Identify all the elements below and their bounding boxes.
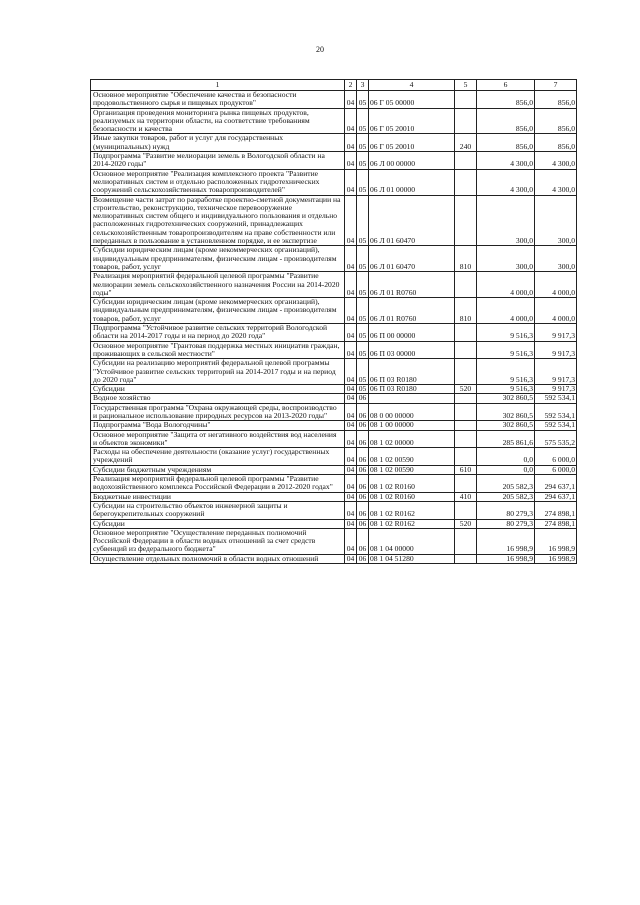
row-subsection-code: 05 bbox=[357, 108, 369, 134]
row-amount-first: 9 516,3 bbox=[477, 385, 535, 394]
table-row bbox=[91, 108, 577, 134]
row-amount-second: 856,0 bbox=[535, 134, 577, 152]
row-amount-first: 0,0 bbox=[477, 465, 535, 474]
row-subsection-code: 05 bbox=[357, 195, 369, 246]
row-amount-first: 16 998,9 bbox=[477, 528, 535, 554]
row-amount-first: 4 300,0 bbox=[477, 152, 535, 170]
row-amount-first: 9 516,3 bbox=[477, 324, 535, 342]
row-section-code: 04 bbox=[345, 324, 357, 342]
row-expense-type-code bbox=[455, 403, 477, 421]
row-amount-first: 285 861,6 bbox=[477, 430, 535, 448]
row-section-code: 04 bbox=[345, 108, 357, 134]
row-amount-second: 4 000,0 bbox=[535, 272, 577, 298]
row-subsection-code: 06 bbox=[357, 519, 369, 528]
row-amount-second: 575 535,2 bbox=[535, 430, 577, 448]
table-row bbox=[91, 152, 577, 170]
row-amount-second: 4 300,0 bbox=[535, 152, 577, 170]
row-subsection-code: 06 bbox=[357, 394, 369, 403]
row-name: Водное хозяйство bbox=[91, 394, 345, 403]
row-name: Субсидии бюджетным учреждениям bbox=[91, 465, 345, 474]
row-amount-second: 9 917,3 bbox=[535, 359, 577, 385]
row-amount-second: 856,0 bbox=[535, 91, 577, 109]
row-name: Субсидии на строительство объектов инженерной защиты и берегоукрепительных сооружений bbox=[91, 501, 345, 519]
row-subsection-code: 05 bbox=[357, 91, 369, 109]
row-amount-second: 592 534,1 bbox=[535, 421, 577, 430]
table-row bbox=[91, 465, 577, 474]
column-header: 3 bbox=[357, 80, 369, 91]
row-name: Иные закупки товаров, работ и услуг для государственных (муниципальных) нужд bbox=[91, 134, 345, 152]
table-row bbox=[91, 430, 577, 448]
row-name: Подпрограмма "Развитие мелиорации земель в Вологодской области на 2014-2020 годы" bbox=[91, 152, 345, 170]
row-amount-second: 592 534,1 bbox=[535, 403, 577, 421]
row-target-article-code: 08 1 02 R0160 bbox=[369, 475, 455, 493]
row-amount-second: 274 898,1 bbox=[535, 519, 577, 528]
row-subsection-code: 06 bbox=[357, 448, 369, 466]
column-header: 2 bbox=[345, 80, 357, 91]
row-amount-second: 294 637,1 bbox=[535, 492, 577, 501]
table-row bbox=[91, 91, 577, 109]
row-subsection-code: 05 bbox=[357, 134, 369, 152]
row-expense-type-code: 610 bbox=[455, 465, 477, 474]
row-name: Подпрограмма "Вода Вологодчины" bbox=[91, 421, 345, 430]
row-amount-second: 9 917,3 bbox=[535, 341, 577, 359]
row-section-code: 04 bbox=[345, 298, 357, 324]
row-section-code: 04 bbox=[345, 403, 357, 421]
row-target-article-code: 06 Г 05 20010 bbox=[369, 108, 455, 134]
table-row bbox=[91, 475, 577, 493]
row-expense-type-code: 410 bbox=[455, 492, 477, 501]
row-section-code: 04 bbox=[345, 385, 357, 394]
row-amount-second: 9 917,3 bbox=[535, 385, 577, 394]
row-name: Основное мероприятие "Реализация комплексного проекта "Развитие мелиоративных систем и отдельно расположенных гидротехнических сооружений сельскохозяйственных товаропроизводителей" bbox=[91, 169, 345, 195]
row-target-article-code: 06 Г 05 20010 bbox=[369, 134, 455, 152]
row-amount-second: 300,0 bbox=[535, 246, 577, 272]
row-amount-first: 4 000,0 bbox=[477, 272, 535, 298]
row-amount-second: 9 917,3 bbox=[535, 324, 577, 342]
row-name: Субсидии юридическим лицам (кроме некоммерческих организаций), индивидуальным предпринимателям, физическим лицам - производителям товаров, работ, услуг bbox=[91, 246, 345, 272]
row-amount-first: 4 000,0 bbox=[477, 298, 535, 324]
row-section-code: 04 bbox=[345, 272, 357, 298]
row-subsection-code: 06 bbox=[357, 430, 369, 448]
row-target-article-code: 08 1 02 R0162 bbox=[369, 519, 455, 528]
row-target-article-code: 06 Л 00 00000 bbox=[369, 152, 455, 170]
column-header: 7 bbox=[535, 80, 577, 91]
row-section-code: 04 bbox=[345, 421, 357, 430]
row-target-article-code: 06 Л 01 R0760 bbox=[369, 298, 455, 324]
row-name: Субсидии bbox=[91, 519, 345, 528]
row-amount-second: 6 000,0 bbox=[535, 448, 577, 466]
row-section-code: 04 bbox=[345, 152, 357, 170]
row-name: Субсидии юридическим лицам (кроме некоммерческих организаций), индивидуальным предпринимателям, физическим лицам - производителям товаров, работ, услуг bbox=[91, 298, 345, 324]
row-expense-type-code: 810 bbox=[455, 246, 477, 272]
row-amount-first: 9 516,3 bbox=[477, 359, 535, 385]
row-target-article-code: 08 1 02 00000 bbox=[369, 430, 455, 448]
table-row bbox=[91, 421, 577, 430]
row-expense-type-code bbox=[455, 528, 477, 554]
row-name: Основное мероприятие "Грантовая поддержка местных инициатив граждан, проживающих в сельской местности" bbox=[91, 341, 345, 359]
column-header: 6 bbox=[477, 80, 535, 91]
row-subsection-code: 06 bbox=[357, 492, 369, 501]
row-amount-first: 856,0 bbox=[477, 134, 535, 152]
table-row bbox=[91, 272, 577, 298]
table-row bbox=[91, 169, 577, 195]
row-amount-second: 274 898,1 bbox=[535, 501, 577, 519]
row-section-code: 04 bbox=[345, 91, 357, 109]
row-amount-second: 16 998,9 bbox=[535, 554, 577, 563]
row-name: Организация проведения мониторинга рынка пищевых продуктов, реализуемых на территории области, на соответствие требованиям безопасности и качества bbox=[91, 108, 345, 134]
table-row bbox=[91, 403, 577, 421]
row-amount-first: 302 860,5 bbox=[477, 394, 535, 403]
row-expense-type-code bbox=[455, 554, 477, 563]
row-section-code: 04 bbox=[345, 359, 357, 385]
row-expense-type-code bbox=[455, 501, 477, 519]
table-row bbox=[91, 492, 577, 501]
table-row bbox=[91, 246, 577, 272]
row-target-article-code: 08 1 02 R0160 bbox=[369, 492, 455, 501]
row-section-code: 04 bbox=[345, 528, 357, 554]
row-expense-type-code bbox=[455, 272, 477, 298]
row-amount-second: 6 000,0 bbox=[535, 465, 577, 474]
row-section-code: 04 bbox=[345, 501, 357, 519]
row-subsection-code: 06 bbox=[357, 475, 369, 493]
row-amount-first: 205 582,3 bbox=[477, 475, 535, 493]
row-subsection-code: 06 bbox=[357, 403, 369, 421]
table-row bbox=[91, 528, 577, 554]
row-target-article-code: 06 Г 05 00000 bbox=[369, 91, 455, 109]
table-row bbox=[91, 324, 577, 342]
row-name: Расходы на обеспечение деятельности (оказание услуг) государственных учреждений bbox=[91, 448, 345, 466]
row-section-code: 04 bbox=[345, 246, 357, 272]
row-expense-type-code: 810 bbox=[455, 298, 477, 324]
row-target-article-code: 08 0 00 00000 bbox=[369, 403, 455, 421]
row-name: Возмещение части затрат по разработке проектно-сметной документации на строительство, реконструкцию, техническое перевооружение мелиоративных систем общего и индивидуального пользования и отдельно расположенных гидротехнических сооружений, принадлежащих сельскохозяйственным товаропроизводителям на праве собственности или переданных в пользование в установленном порядке, и ее экспертизе bbox=[91, 195, 345, 246]
row-amount-first: 856,0 bbox=[477, 108, 535, 134]
row-amount-second: 294 637,1 bbox=[535, 475, 577, 493]
row-amount-first: 0,0 bbox=[477, 448, 535, 466]
row-target-article-code: 06 Л 01 60470 bbox=[369, 246, 455, 272]
row-name: Субсидии bbox=[91, 385, 345, 394]
row-target-article-code: 06 П 00 00000 bbox=[369, 324, 455, 342]
table-header-row bbox=[91, 80, 577, 91]
row-amount-second: 4 300,0 bbox=[535, 169, 577, 195]
row-name: Реализация мероприятий федеральной целевой программы "Развитие водохозяйственного комплекса Российской Федерации в 2012-2020 годах" bbox=[91, 475, 345, 493]
row-expense-type-code bbox=[455, 394, 477, 403]
row-subsection-code: 05 bbox=[357, 359, 369, 385]
table-row bbox=[91, 359, 577, 385]
table-row bbox=[91, 519, 577, 528]
row-expense-type-code: 520 bbox=[455, 519, 477, 528]
row-expense-type-code bbox=[455, 195, 477, 246]
row-target-article-code: 08 1 02 00590 bbox=[369, 448, 455, 466]
row-amount-first: 80 279,3 bbox=[477, 519, 535, 528]
row-expense-type-code bbox=[455, 152, 477, 170]
row-section-code: 04 bbox=[345, 465, 357, 474]
row-target-article-code: 06 Л 01 60470 bbox=[369, 195, 455, 246]
row-amount-second: 856,0 bbox=[535, 108, 577, 134]
row-subsection-code: 06 bbox=[357, 465, 369, 474]
row-subsection-code: 06 bbox=[357, 421, 369, 430]
row-subsection-code: 05 bbox=[357, 298, 369, 324]
row-expense-type-code bbox=[455, 430, 477, 448]
table-row bbox=[91, 341, 577, 359]
row-name: Реализация мероприятий федеральной целевой программы "Развитие мелиорации земель сельскохозяйственного назначения России на 2014-2020 годы" bbox=[91, 272, 345, 298]
row-subsection-code: 05 bbox=[357, 385, 369, 394]
row-section-code: 04 bbox=[345, 341, 357, 359]
row-amount-first: 300,0 bbox=[477, 246, 535, 272]
row-expense-type-code bbox=[455, 359, 477, 385]
row-section-code: 04 bbox=[345, 195, 357, 246]
row-amount-first: 80 279,3 bbox=[477, 501, 535, 519]
row-name: Государственная программа "Охрана окружающей среды, воспроизводство и рациональное использование природных ресурсов на 2013-2020 годы" bbox=[91, 403, 345, 421]
row-name: Основное мероприятие "Обеспечение качества и безопасности продовольственного сырья и пищевых продуктов" bbox=[91, 91, 345, 109]
row-section-code: 04 bbox=[345, 448, 357, 466]
row-expense-type-code bbox=[455, 421, 477, 430]
table-row bbox=[91, 385, 577, 394]
row-expense-type-code bbox=[455, 475, 477, 493]
row-subsection-code: 05 bbox=[357, 324, 369, 342]
row-subsection-code: 06 bbox=[357, 554, 369, 563]
row-expense-type-code bbox=[455, 341, 477, 359]
row-target-article-code: 08 1 02 R0162 bbox=[369, 501, 455, 519]
row-target-article-code: 06 П 03 R0180 bbox=[369, 385, 455, 394]
row-amount-first: 302 860,5 bbox=[477, 403, 535, 421]
row-amount-second: 300,0 bbox=[535, 195, 577, 246]
row-amount-first: 16 998,9 bbox=[477, 554, 535, 563]
row-target-article-code: 08 1 02 00590 bbox=[369, 465, 455, 474]
budget-table bbox=[90, 79, 577, 564]
row-section-code: 04 bbox=[345, 134, 357, 152]
row-section-code: 04 bbox=[345, 554, 357, 563]
table-row bbox=[91, 448, 577, 466]
row-expense-type-code: 240 bbox=[455, 134, 477, 152]
column-header: 5 bbox=[455, 80, 477, 91]
row-subsection-code: 06 bbox=[357, 501, 369, 519]
row-amount-first: 856,0 bbox=[477, 91, 535, 109]
row-subsection-code: 05 bbox=[357, 272, 369, 298]
row-amount-first: 9 516,3 bbox=[477, 341, 535, 359]
row-subsection-code: 06 bbox=[357, 528, 369, 554]
row-subsection-code: 05 bbox=[357, 169, 369, 195]
row-section-code: 04 bbox=[345, 475, 357, 493]
row-target-article-code: 08 1 04 51280 bbox=[369, 554, 455, 563]
table-row bbox=[91, 298, 577, 324]
row-section-code: 04 bbox=[345, 169, 357, 195]
page-number: 20 bbox=[316, 45, 324, 54]
row-name: Осуществление отдельных полномочий в области водных отношений bbox=[91, 554, 345, 563]
row-amount-first: 4 300,0 bbox=[477, 169, 535, 195]
row-amount-first: 302 860,5 bbox=[477, 421, 535, 430]
row-expense-type-code bbox=[455, 324, 477, 342]
column-header: 1 bbox=[91, 80, 345, 91]
row-name: Бюджетные инвестиции bbox=[91, 492, 345, 501]
row-section-code: 04 bbox=[345, 519, 357, 528]
table-row bbox=[91, 195, 577, 246]
row-amount-second: 4 000,0 bbox=[535, 298, 577, 324]
row-amount-first: 205 582,3 bbox=[477, 492, 535, 501]
row-subsection-code: 05 bbox=[357, 341, 369, 359]
row-section-code: 04 bbox=[345, 430, 357, 448]
column-header: 4 bbox=[369, 80, 455, 91]
row-name: Субсидии на реализацию мероприятий федеральной целевой программы "Устойчивое развитие сельских территорий на 2014-2017 годы и на период до 2020 года" bbox=[91, 359, 345, 385]
row-target-article-code: 06 П 03 00000 bbox=[369, 341, 455, 359]
row-target-article-code: 06 П 03 R0180 bbox=[369, 359, 455, 385]
table-row bbox=[91, 134, 577, 152]
row-subsection-code: 05 bbox=[357, 152, 369, 170]
row-expense-type-code bbox=[455, 108, 477, 134]
table-row bbox=[91, 394, 577, 403]
row-expense-type-code bbox=[455, 91, 477, 109]
row-section-code: 04 bbox=[345, 492, 357, 501]
row-amount-second: 592 534,1 bbox=[535, 394, 577, 403]
row-name: Подпрограмма "Устойчивое развитие сельских территорий Вологодской области на 2014-2017 годы и на период до 2020 года" bbox=[91, 324, 345, 342]
row-target-article-code: 08 1 00 00000 bbox=[369, 421, 455, 430]
row-expense-type-code: 520 bbox=[455, 385, 477, 394]
row-expense-type-code bbox=[455, 169, 477, 195]
row-amount-second: 16 998,9 bbox=[535, 528, 577, 554]
row-amount-first: 300,0 bbox=[477, 195, 535, 246]
row-target-article-code: 06 Л 01 00000 bbox=[369, 169, 455, 195]
table-row bbox=[91, 501, 577, 519]
row-name: Основное мероприятие "Защита от негативного воздействия вод населения и объектов экономики" bbox=[91, 430, 345, 448]
row-section-code: 04 bbox=[345, 394, 357, 403]
row-subsection-code: 05 bbox=[357, 246, 369, 272]
row-target-article-code bbox=[369, 394, 455, 403]
row-name: Основное мероприятие "Осуществление переданных полномочий Российской Федерации в области водных отношений за счет средств субвенций из федерального бюджета" bbox=[91, 528, 345, 554]
row-expense-type-code bbox=[455, 448, 477, 466]
table-row bbox=[91, 554, 577, 563]
row-target-article-code: 08 1 04 00000 bbox=[369, 528, 455, 554]
row-target-article-code: 06 Л 01 R0760 bbox=[369, 272, 455, 298]
